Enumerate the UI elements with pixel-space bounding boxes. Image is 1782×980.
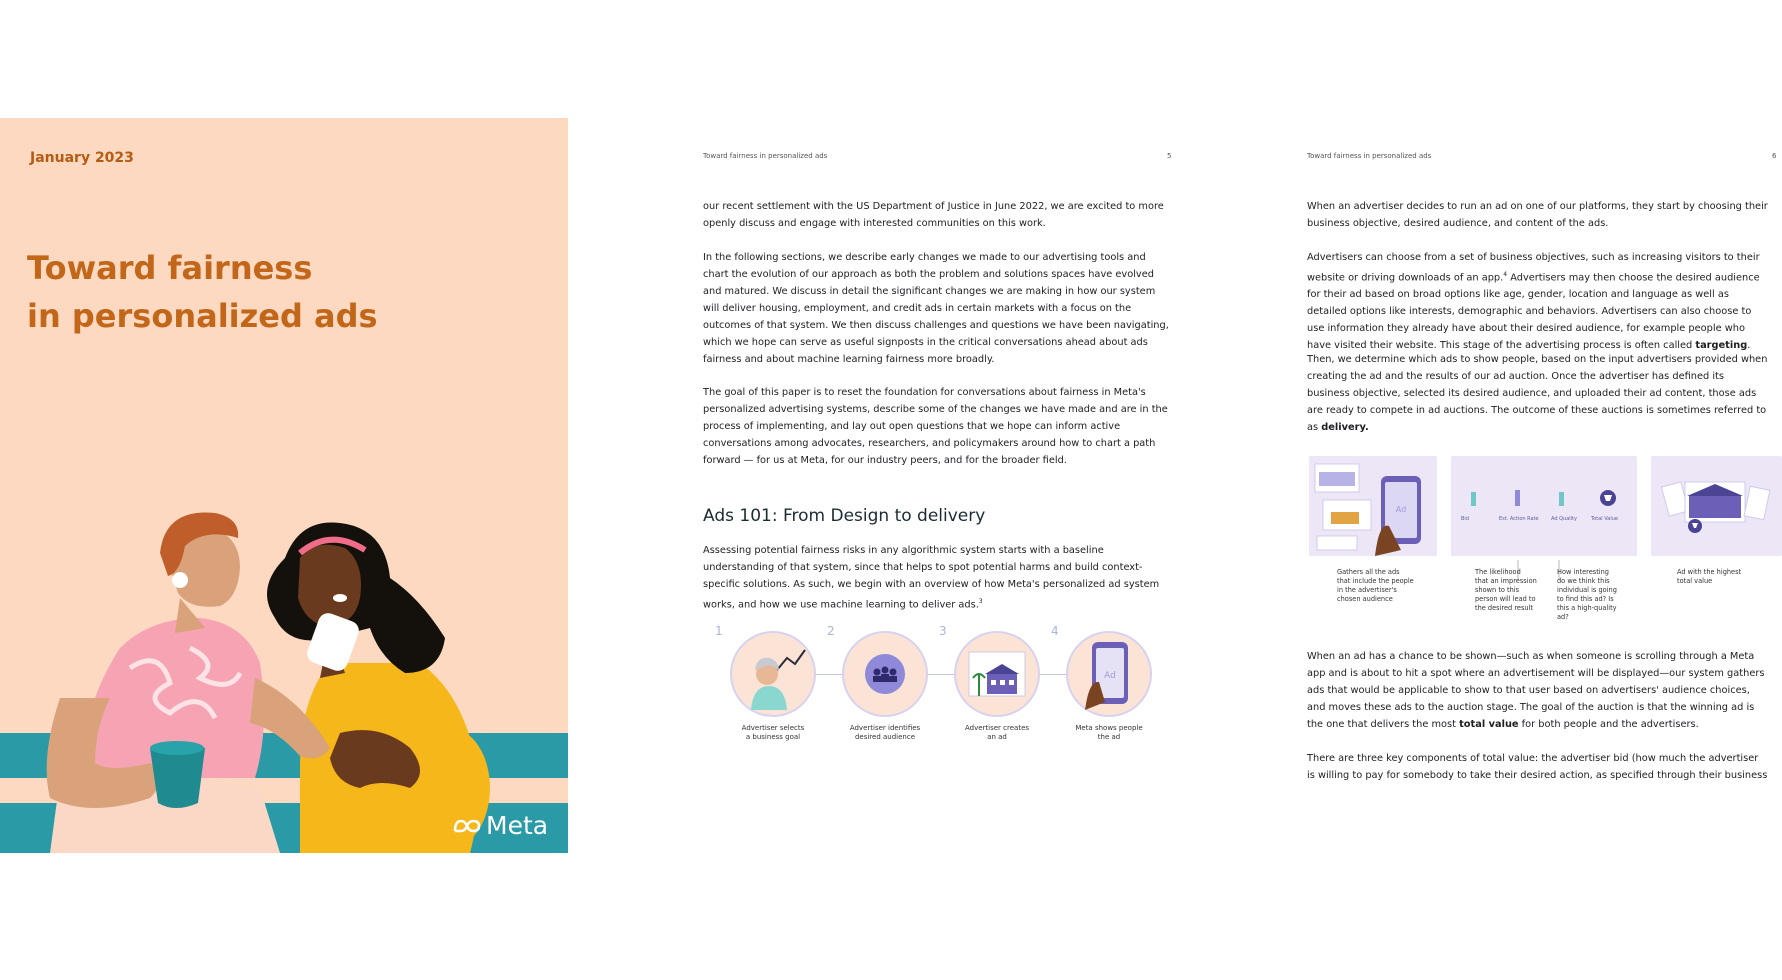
caption-line: shown to this (1475, 586, 1520, 594)
paragraph-text: Then, we determine which ads to show people, based on the input advertisers provided when creating the ad and the results of our ad auction. Once the advertiser has defined its business objective, selected its desired audience, and uploaded their ad content, those ads are ready to compete in ad auctions. The outcome of these auctions is sometimes referred to as (1307, 354, 1768, 433)
formula-term: Est. Action Rate (1499, 516, 1539, 522)
formula-term: Bid (1461, 516, 1469, 522)
caption-line: The likelihood (1475, 568, 1521, 576)
auction-caption-audience (1337, 568, 1414, 604)
paragraph-text: Advertisers can choose from a set of business objectives, such as increasing visitors to their website or driving downloads of an app. (1307, 252, 1760, 284)
ads-collection-icon (1309, 456, 1437, 556)
step-number: 1 (715, 624, 723, 638)
page-5 (703, 118, 1173, 853)
paragraph-text: . (1747, 340, 1751, 352)
step-number: 3 (939, 624, 947, 638)
step-caption (1053, 724, 1165, 742)
paragraph-text: When an ad has a chance to be shown—such as when someone is scrolling through a Meta app and is about to hit a spot where an advertisement will be displayed—our system gathers ads that would be applicable to show to that user based on advertisers' audience choices, and moves these ads to the auction stage. The goal of the auction is that the winning ad is the one that delivers the most (1307, 651, 1765, 730)
footnote-ref: 3 (978, 598, 983, 605)
page-number: 5 (1167, 152, 1172, 160)
winning-ad-icon (1651, 456, 1782, 556)
caption-line: Advertiser identifies (849, 724, 921, 732)
step-number: 4 (1051, 624, 1059, 638)
caption-line: chosen audience (1337, 595, 1393, 603)
paragraph (1307, 648, 1769, 733)
caption-line: in the advertiser's (1337, 586, 1397, 594)
auction-caption-winner (1677, 568, 1741, 586)
caption-line: Meta shows people (1075, 724, 1143, 732)
step-4 (1051, 624, 1165, 742)
caption-line: total value (1677, 577, 1713, 585)
cover-illustration (0, 498, 568, 853)
paragraph: When an advertiser decides to run an ad on one of our platforms, they start by choosing their business objective, desired audience, and content of the ads. (1307, 201, 1768, 229)
caption-line: ad? (1557, 613, 1569, 621)
caption-line: a business goal (745, 733, 801, 741)
meta-logo (452, 811, 548, 840)
business-goal-icon (729, 630, 817, 718)
caption-line: Advertiser creates (964, 724, 1030, 732)
phone-ad-icon (1065, 630, 1153, 718)
paragraph: In the following sections, we describe early changes we made to our advertising tools and chart the evolution of our approach as both the problem and solutions spaces have evolved and matured. We discuss in detail the significant changes we are making in how our system will deliver housing, employment, and credit ads in certain markets with a focus on the outcomes of that system. We then discuss challenges and questions we have been navigating, which we hope can serve as useful signposts in the critical conversations ahead about ads fairness and about machine learning fairness more broadly. (703, 252, 1169, 365)
auction-caption-ad-quality (1557, 568, 1617, 622)
create-ad-icon (953, 630, 1041, 718)
paragraph (1307, 351, 1769, 436)
caption-line: this a high-quality (1557, 604, 1617, 612)
formula-term: Ad Quality (1551, 516, 1577, 522)
winning-ad-panel (1651, 456, 1782, 556)
meta-logo-text: Meta (486, 811, 549, 840)
caption-line: person will lead to (1475, 595, 1536, 603)
caption-line: that an impression (1475, 577, 1537, 585)
caption-line: desired audience (854, 733, 916, 741)
ads-process-diagram (715, 624, 1157, 750)
meta-infinity-icon (452, 817, 482, 835)
step-number: 2 (827, 624, 835, 638)
step-caption (717, 724, 829, 742)
cover-page (0, 118, 568, 853)
audience-ads-panel (1309, 456, 1437, 556)
step-caption (941, 724, 1053, 742)
step-1 (715, 624, 829, 742)
step-3 (939, 624, 1053, 742)
bold-term: total value (1459, 719, 1519, 730)
caption-line: How interesting (1557, 568, 1609, 576)
paragraph: There are three key components of total value: the advertiser bid (how much the advertiser is willing to pay for somebody to take their desired action, as specified through their business (1307, 753, 1768, 781)
caption-line: an ad (987, 733, 1007, 741)
paragraph (1307, 249, 1769, 354)
paragraph-text: for both people and the advertisers. (1518, 719, 1699, 730)
ad-auction-diagram (1307, 456, 1782, 626)
caption-line: do we think this (1557, 577, 1610, 585)
phone-ad-label: Ad (1395, 505, 1407, 514)
cover-title (27, 244, 378, 340)
audience-icon (841, 630, 929, 718)
caption-line: that include the people (1337, 577, 1414, 585)
cover-title-line2: in personalized ads (27, 297, 378, 335)
caption-line: individual is going (1557, 586, 1617, 594)
formula-bars (1451, 456, 1637, 556)
footnote-ref: 4 (1503, 271, 1508, 278)
caption-line: to find this ad? Is (1557, 595, 1614, 603)
step-caption (829, 724, 941, 742)
auction-formula-panel (1451, 456, 1637, 556)
bold-term: delivery. (1321, 422, 1369, 433)
paragraph-text: Assessing potential fairness risks in any algorithmic system starts with a baseline understanding of that system, since that helps to spot potential harms and build context-specific solutions. As such, we begin with an overview of how Meta's personalized ad system works, and how we use machine learning to deliver ads. (703, 545, 1160, 611)
bold-term: targeting (1695, 340, 1748, 352)
paragraph: The goal of this paper is to reset the foundation for conversations about fairness in Meta's personalized advertising systems, describe some of the changes we have made and are in the process of implementing, and lay out open questions that we hope can inform active conversations among advocates, researchers, and policymakers around how to chart a path forward — for us at Meta, for our industry peers, and for the broader field. (703, 387, 1168, 466)
paragraph: our recent settlement with the US Department of Justice in June 2022, we are excited to more openly discuss and engage with interested communities on this work. (703, 201, 1164, 229)
formula-term: Total Value (1591, 516, 1618, 522)
running-header: Toward fairness in personalized ads (703, 152, 828, 160)
page-6 (1307, 118, 1782, 853)
running-header: Toward fairness in personalized ads (1307, 152, 1432, 160)
phone-ad-label: Ad (1104, 671, 1116, 681)
page-number: 6 (1772, 152, 1777, 160)
auction-caption-action-rate (1475, 568, 1537, 613)
caption-line: Advertiser selects (741, 724, 805, 732)
paragraph-text: Advertisers may then choose the desired audience for their ad based on broad options like age, gender, location and language as well as detailed options like interests, demographic and behaviors. Advertisers can also choose to use information they already have about their desired audience, for example people who have visited their website. This stage of the advertising process is often called (1307, 272, 1760, 352)
caption-line: the desired result (1475, 604, 1533, 612)
section-heading: Ads 101: From Design to delivery (703, 506, 986, 526)
cover-title-line1: Toward fairness (27, 249, 313, 287)
step-2 (827, 624, 941, 742)
caption-line: Gathers all the ads (1337, 568, 1400, 576)
caption-line: the ad (1097, 733, 1121, 741)
caption-line: Ad with the highest (1677, 568, 1742, 576)
cover-date: January 2023 (30, 150, 134, 166)
paragraph (703, 542, 1171, 613)
